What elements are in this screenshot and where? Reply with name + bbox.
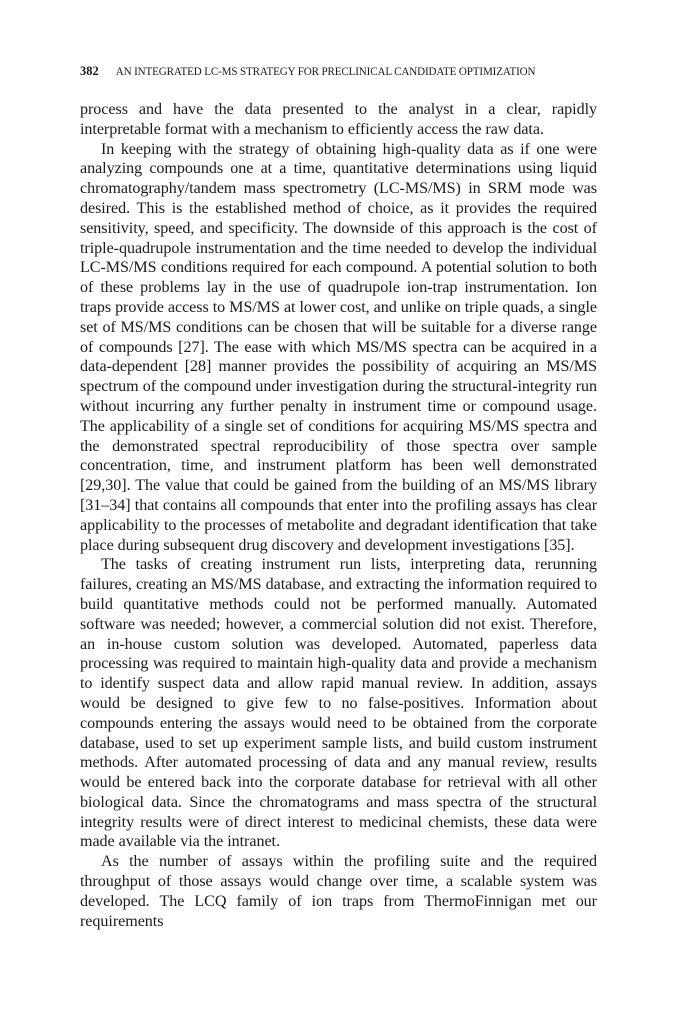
running-header xyxy=(80,64,597,86)
body-text xyxy=(80,100,597,931)
paragraph-continued: process and have the data presented to the analyst in a clear, rapidly interpretable format with a mechanism to efficiently access the raw data. xyxy=(80,101,597,138)
running-title: AN INTEGRATED LC-MS STRATEGY FOR PRECLINICAL CANDIDATE OPTIMIZATION xyxy=(115,66,536,78)
book-page xyxy=(80,64,597,931)
page-number: 382 xyxy=(80,64,99,78)
paragraph: As the number of assays within the profiling suite and the required throughput of those assays would change over time, a scalable system was developed. The LCQ family of ion traps from ThermoFinnigan met our requirements xyxy=(80,853,597,930)
paragraph: In keeping with the strategy of obtaining high-quality data as if one were analyzing compounds one at a time, quantitative determinations using liquid chromatography/tandem mass spectrometry (LC-MS/MS) in SRM mode was desired. This is the established method of choice, as it provides the required sensitivity, speed, and specificity. The downside of this approach is the cost of triple-quadrupole instrumentation and the time needed to develop the individual LC-MS/MS conditions required for each compound. A potential solution to both of these problems lay in the use of quadrupole ion-trap instrumentation. Ion traps provide access to MS/MS at lower cost, and unlike on triple quads, a single set of MS/MS conditions can be chosen that will be suitable for a diverse range of compounds [27]. The ease with which MS/MS spectra can be acquired in a data-dependent [28] manner provides the possibility of acquiring an MS/MS spectrum of the compound under investigation during the structural-integrity run without incurring any further penalty in instrument time or compound usage. The applicability of a single set of conditions for acquiring MS/MS spectra and the demonstrated spectral reproducibility of those spectra over sample concentration, time, and instrument platform has been well demonstrated [29,30]. The value that could be gained from the building of an MS/MS library [31–34] that contains all compounds that enter into the profiling assays has clear applicability to the processes of metabolite and degradant identification that take place during subsequent drug discovery and development investigations [35]. xyxy=(80,140,597,554)
paragraph: The tasks of creating instrument run lists, interpreting data, rerunning failures, creating an MS/MS database, and extracting the information required to build quantitative methods could not be performed manually. Automated software was needed; however, a commercial solution did not exist. Therefore, an in-house custom solution was developed. Automated, paperless data processing was required to maintain high-quality data and provide a mechanism to identify suspect data and allow rapid manual review. In addition, assays would be designed to give few to no false-positives. Information about compounds entering the assays would need to be obtained from the corporate database, used to set up experiment sample lists, and build custom instrument methods. After automated processing of data and any manual review, results would be entered back into the corporate database for retrieval with all other biological data. Since the chromatograms and mass spectra of the structural integrity results were of direct interest to medicinal chemists, these data were made available via the intranet. xyxy=(80,556,597,851)
